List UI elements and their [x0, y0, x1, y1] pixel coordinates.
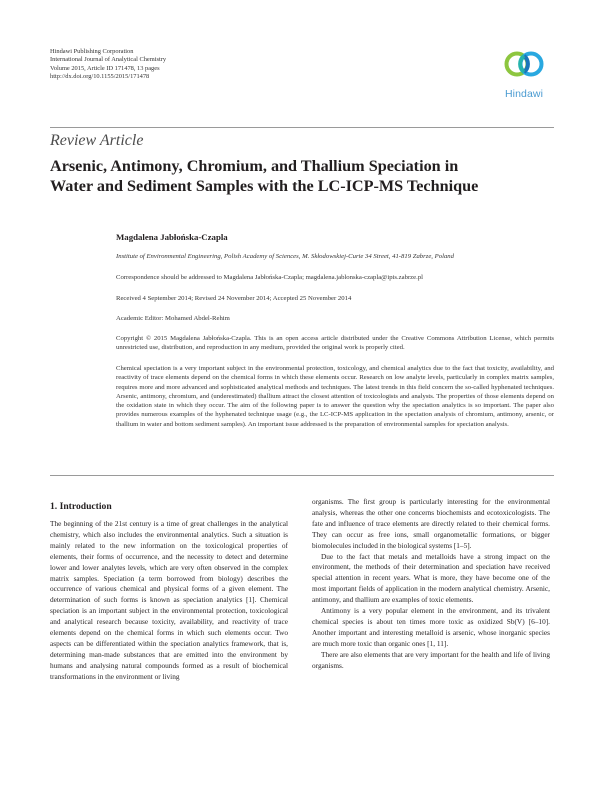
hindawi-logo-icon [494, 46, 554, 88]
hindawi-logo [494, 46, 554, 104]
title-line: Water and Sediment Samples with the LC-ICP-MS Technique [50, 177, 479, 195]
abstract-divider [50, 475, 554, 476]
author-name: Magdalena Jabłońska-Czapla [116, 232, 228, 242]
publisher-name: Hindawi Publishing Corporation [50, 48, 134, 55]
top-divider [50, 127, 554, 128]
abstract: Chemical speciation is a very important subject in the environmental protection, toxicology, and chemical analytics due to the fact that toxicity, availability, and reactivity of trace elements depend on the chemical forms in which these elements occur. Research on low analyte levels, particularly in complex matrix samples, requires more and more advanced and sophisticated analytical methods and techniques. The latest trends in this field concern the so-called hyphenated techniques. Arsenic, antimony, chromium, and (underestimated) thallium attract the closest attention of toxicologists and analysts. The properties of those elements depend on the oxidation state in which they occur. The aim of the following paper is to answer the question why the speciation analytics is so important. The paper also provides numerous examples of the hyphenated technique usage (e.g., the LC-ICP-MS application in the speciation analysis of chromium, antimony, arsenic, or thallium in water and bottom sediment samples). An important issue addressed is the preparation of environmental samples for speciation analysis. [116, 365, 554, 428]
doi-link[interactable]: http://dx.doi.org/10.1155/2015/171478 [50, 73, 150, 81]
right-column [312, 497, 550, 672]
article-type: Review Article [50, 132, 144, 149]
section-heading-introduction: 1. Introduction [50, 501, 112, 512]
copyright-notice: Copyright © 2015 Magdalena Jabłońska-Czapla. This is an open access article distributed under the Creative Commons Attribution License, which permits unrestricted use, distribution, and reproduction in any medium, provided the original work is properly cited. [116, 335, 554, 352]
received-dates: Received 4 September 2014; Revised 24 November 2014; Accepted 25 November 2014 [116, 295, 352, 302]
article-title [50, 156, 570, 196]
title-line: Arsenic, Antimony, Chromium, and Thallium Speciation in [50, 157, 459, 175]
body-paragraph: There are also elements that are very important for the health and life of living organisms. [312, 649, 550, 670]
body-paragraph: The beginning of the 21st century is a time of great challenges in the analytical chemistry, which also includes the environmental analytics. Such a situation is mainly related to the new information on the toxicological properties of elements, their forms of occurrence, and the necessity to detect and determine lower and lower analytes levels, which are very often observed in the complex matrix samples. Speciation (a term borrowed from biology) describes the occurrence of various chemical and physical forms of a given element. The determination of such forms is known as speciation analytics [1]. Chemical speciation is an important subject in the environmental protection, toxicological and analytical research because toxicity, availability, and reactivity of trace elements depend on the chemical forms in which such elements occur. Two aspects can be differentiated within the speciation analytics framework, that is, determining man-made substances that are emitted into the environment by humans and analysing natural compounds formed as a result of biochemical transformations in the environment or living [50, 519, 288, 681]
logo-text: Hindawi [504, 88, 544, 100]
left-column [50, 519, 288, 683]
academic-editor: Academic Editor: Mohamed Abdel-Rehim [116, 315, 230, 322]
correspondence: Correspondence should be addressed to Magdalena Jabłońska-Czapla; magdalena.jablonska-czapla@ipis.zabrze.pl [116, 274, 423, 281]
body-paragraph: Antimony is a very popular element in the environment, and its trivalent chemical species is about ten times more toxic as oxidized Sb(V) [6–10]. Another important and interesting metalloid is arsenic, whose inorganic species are much more toxic than organic ones [1, 11]. [312, 606, 550, 648]
body-paragraph: Due to the fact that metals and metalloids have a strong impact on the environment, the methods of their determination and speciation have received special attention in recent years. What is more, they have become one of the most important fields of application in the modern analytical chemistry. Arsenic, antimony, and thallium are examples of toxic elements. [312, 551, 550, 605]
affiliation: Institute of Environmental Engineering, Polish Academy of Sciences, M. Skłodowskiej-Curie 34 Street, 41-819 Zabrze, Poland [116, 253, 454, 260]
journal-name: International Journal of Analytical Chemistry [50, 56, 167, 64]
journal-header [50, 48, 166, 82]
body-paragraph: organisms. The first group is particularly interesting for the environmental analysis, whereas the other one concerns biochemists and ecotoxicologists. The fate and influence of trace elements are directly related to their chemical forms. They can occur as free ions, small organometallic formations, or bigger biomolecules included in the biological systems [1–5]. [312, 497, 550, 550]
volume-info: Volume 2015, Article ID 171478, 13 pages [50, 64, 160, 72]
